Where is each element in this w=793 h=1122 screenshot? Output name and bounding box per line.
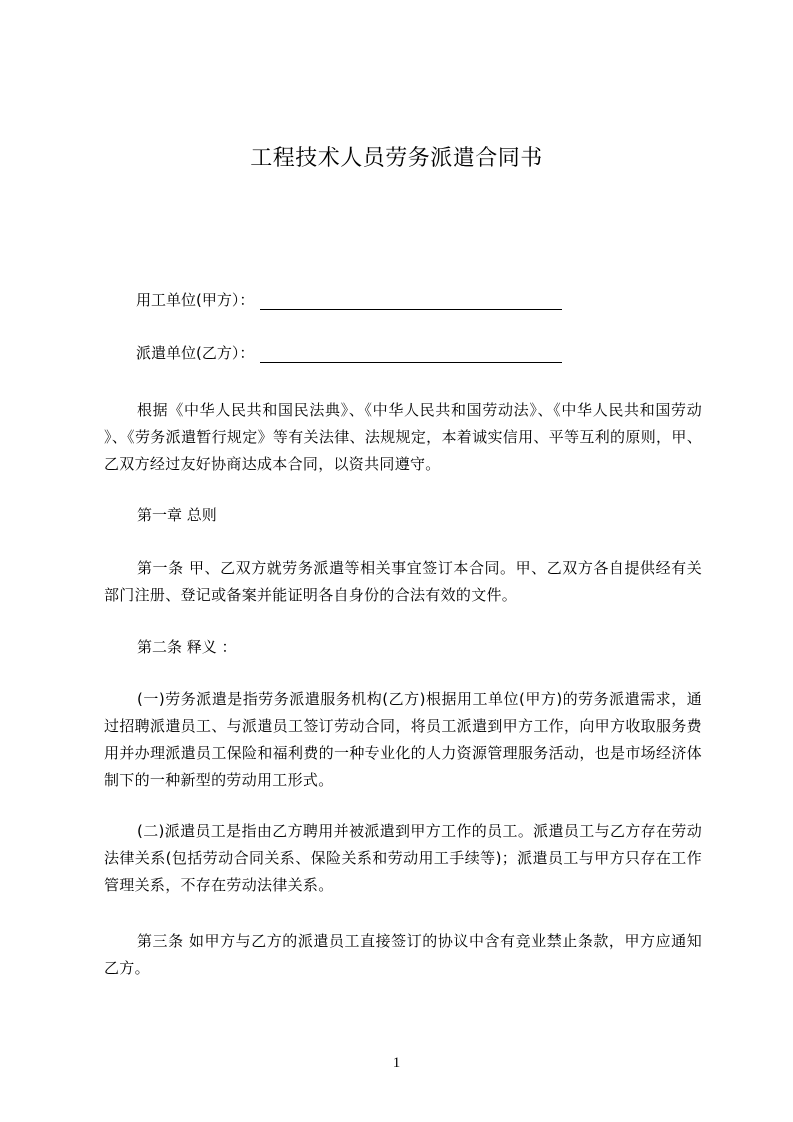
party-b-label: 派遣单位(乙方）： — [136, 344, 255, 362]
party-a-line — [136, 290, 562, 310]
party-a-label: 用工单位(甲方）： — [136, 291, 255, 309]
chapter-1-heading: 第一章 总则 — [137, 506, 217, 524]
party-a-blank — [260, 293, 562, 310]
article-2-heading: 第二条 释义 ： — [137, 638, 237, 656]
document-title: 工程技术人员劳务派遣合同书 — [250, 146, 543, 171]
definition-2-paragraph: (二)派遣员工是指由乙方聘用并被派遣到甲方工作的员工。派遣员工与乙方存在劳动法律关系(包括劳动合同关系、保险关系和劳动用工手续等)；派遣员工与甲方只存在工作管理关系，不存在劳动法律关系。 — [104, 822, 702, 894]
definition-1-paragraph: (一)劳务派遣是指劳务派遣服务机构(乙方)根据用工单位(甲方)的劳务派遣需求，通过招聘派遣员工、与派遣员工签订劳动合同，将员工派遣到甲方工作，向甲方收取服务费用并办理派遣员工保险和福利费的一种专业化的人力资源管理服务活动，也是市场经济体制下的一种新型的劳动用工形式。 — [104, 690, 702, 789]
party-b-blank — [260, 346, 562, 363]
article-1-paragraph: 第一条 甲、乙双方就劳务派遣等相关事宜签订本合同。甲、乙双方各自提供经有关部门注册、登记或备案并能证明各自身份的合法有效的文件。 — [104, 559, 702, 604]
article-3-paragraph: 第三条 如甲方与乙方的派遣员工直接签订的协议中含有竞业禁止条款，甲方应通知乙方。 — [104, 932, 702, 977]
intro-paragraph: 根据《中华人民共和国民法典》、《中华人民共和国劳动法》、《中华人民共和国劳动 》、《劳务派遣暂行规定》等有关法律、法规规定，本着诚实信用、平等互利的原则，甲、乙双方经过友好协商达成本合同，以资共同遵守。 — [104, 401, 702, 473]
page-number: 1 — [392, 1055, 401, 1071]
party-b-line — [136, 343, 562, 363]
